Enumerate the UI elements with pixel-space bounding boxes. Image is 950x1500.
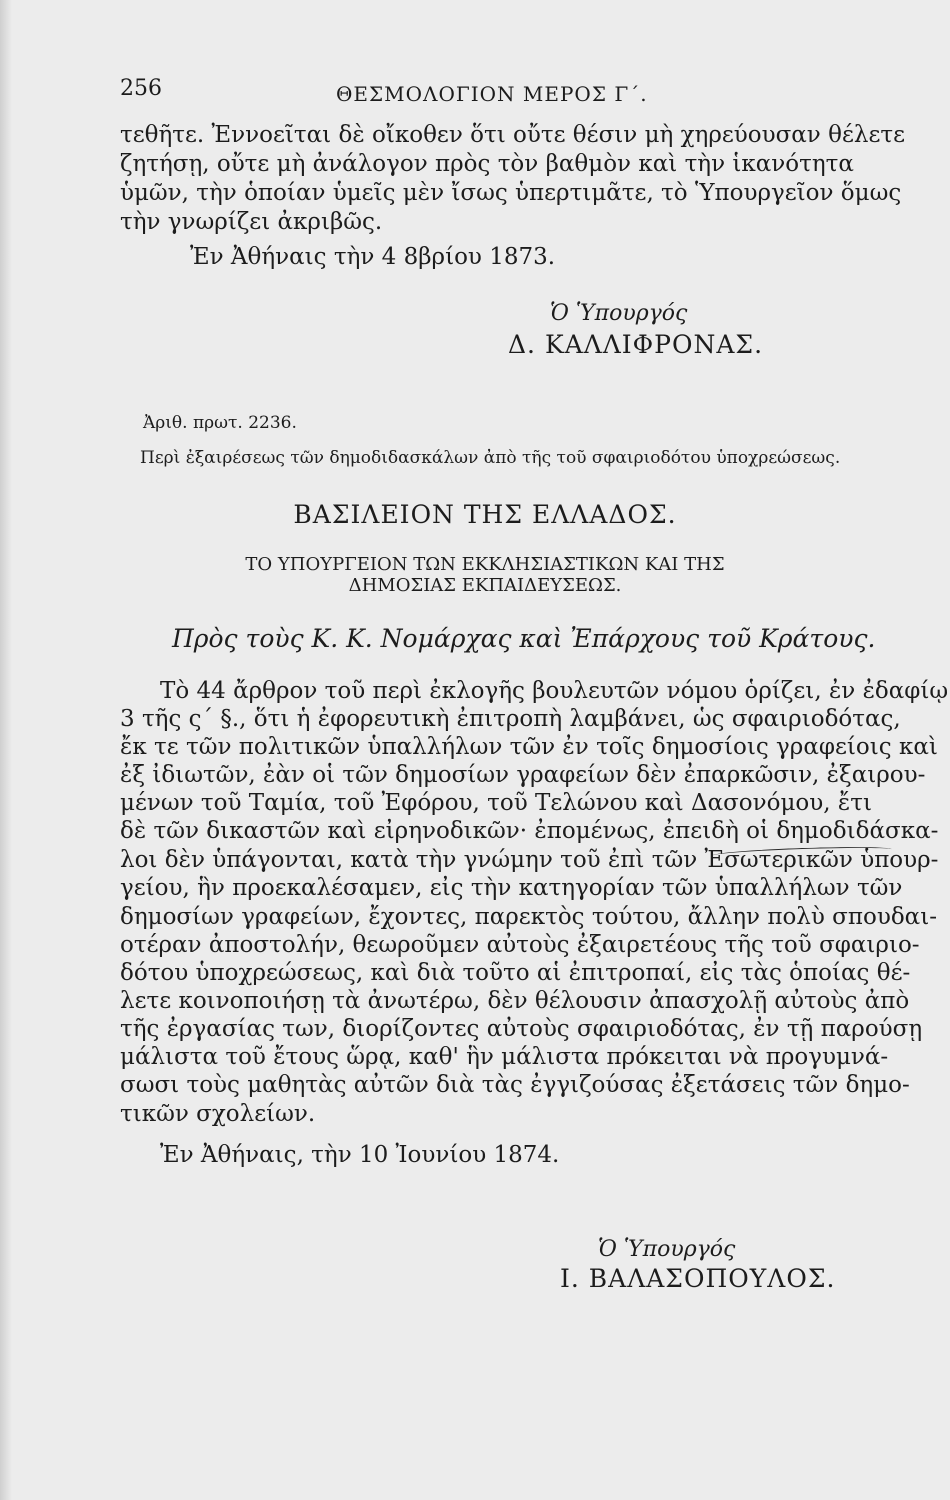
text-line: δὲ τῶν δικαστῶν καὶ εἰρηνοδικῶν· ἐπομένως, ἐπειδὴ οἱ δημοδιδάσκα- (120, 818, 939, 844)
state-heading: ΒΑΣΙΛΕΙΟΝ ΤΗΣ ΕΛΛΑΔΟΣ. (293, 500, 677, 529)
text-line: τικῶν σχολείων. (120, 1101, 316, 1127)
signature-name: Δ. ΚΑΛΛΙΦΡΟΝΑΣ. (508, 330, 764, 359)
text-line: ὑμῶν, τὴν ὁποίαν ὑμεῖς μὲν ἴσως ὑπερτιμᾶτε, τὸ Ὑπουργεῖον ὅμως (120, 180, 902, 206)
signature-name: Ι. ΒΑΛΑΣΟΠΟΥΛΟΣ. (560, 1264, 836, 1293)
text-line: Τὸ 44 ἄρθρον τοῦ περὶ ἐκλογῆς βουλευτῶν νόμου ὁρίζει, ἐν ἐδαφίῳ (160, 678, 949, 704)
page-spine-shadow (0, 0, 12, 1500)
text-line: λετε κοινοποιήσῃ τὰ ἀνωτέρω, δὲν θέλουσιν ἀπασχολῇ αὐτοὺς ἀπὸ (120, 988, 910, 1014)
text-line: τὴν γνωρίζει ἀκριβῶς. (120, 209, 383, 235)
text-line: 3 τῆς ς΄ §., ὅτι ἡ ἐφορευτικὴ ἐπιτροπὴ λαμβάνει, ὡς σφαιριοδότας, (120, 706, 901, 732)
text-line: τῆς ἐργασίας των, διορίζοντες αὐτοὺς σφαιριοδότας, ἐν τῇ παρούσῃ (120, 1016, 923, 1042)
running-title: ΘΕΣΜΟΛΟΓΙΟΝ ΜΕΡΟΣ Γ΄. (336, 82, 648, 106)
page-number: 256 (120, 76, 162, 101)
text-line: δημοσίων γραφείων, ἔχοντες, παρεκτὸς τούτου, ἄλλην πολὺ σπουδαι- (120, 904, 937, 930)
text-line: ἐξ ἰδιωτῶν, ἐὰν οἱ τῶν δημοσίων γραφείων δὲν ἐπαρκῶσιν, ἐξαιρου- (120, 762, 926, 788)
text-line: σωσι τοὺς μαθητὰς αὐτῶν διὰ τὰς ἐγγιζούσας ἐξετάσεις τῶν δημο- (120, 1072, 910, 1098)
date-line: Ἐν Ἀθήναις, τὴν 10 Ἰουνίου 1874. (160, 1142, 560, 1168)
addressee-line: Πρὸς τοὺς Κ. Κ. Νομάρχας καὶ Ἐπάρχους τοῦ Κράτους. (172, 624, 876, 653)
text-line: οτέραν ἀποστολήν, θεωροῦμεν αὐτοὺς ἐξαιρετέους τῆς τοῦ σφαιριο- (120, 932, 920, 958)
text-line: ζητήσῃ, οὔτε μὴ ἀνάλογον πρὸς τὸν βαθμὸν καὶ τὴν ἱκανότητα (120, 151, 854, 177)
text-line: δότου ὑποχρεώσεως, καὶ διὰ τοῦτο αἱ ἐπιτροπαί, εἰς τὰς ὁποίας θέ- (120, 960, 911, 986)
ministry-heading-line: ΔΗΜΟΣΙΑΣ ΕΚΠΑΙΔΕΥΣΕΩΣ. (348, 575, 622, 596)
text-line: γείου, ἣν προεκαλέσαμεν, εἰς τὴν κατηγορίαν τῶν ὑπαλλήλων τῶν (120, 875, 903, 901)
signature-title: Ὁ Ὑπουργός (598, 1237, 736, 1262)
document-subject: Περὶ ἐξαιρέσεως τῶν δημοδιδασκάλων ἀπὸ τῆς τοῦ σφαιριοδότου ὑποχρεώσεως. (140, 448, 841, 468)
ministry-heading-line: ΤΟ ΥΠΟΥΡΓΕΙΟΝ ΤΩΝ ΕΚΚΛΗΣΙΑΣΤΙΚΩΝ ΚΑΙ ΤΗΣ (245, 554, 725, 575)
text-line: μένων τοῦ Ταμία, τοῦ Ἐφόρου, τοῦ Τελώνου καὶ Δασονόμου, ἔτι (120, 790, 872, 816)
text-line: μάλιστα τοῦ ἔτους ὥρᾳ, καθ' ἣν μάλιστα πρόκειται νὰ προγυμνά- (120, 1044, 889, 1070)
date-line: Ἐν Ἀθήναις τὴν 4 8βρίου 1873. (190, 244, 556, 270)
protocol-number: Ἀριθ. πρωτ. 2236. (143, 413, 297, 433)
signature-title: Ὁ Ὑπουργός (550, 301, 688, 326)
text-line: ἔκ τε τῶν πολιτικῶν ὑπαλλήλων τῶν ἐν τοῖς δημοσίοις γραφείοις καὶ (120, 734, 938, 760)
text-line: τεθῆτε. Ἐννοεῖται δὲ οἴκοθεν ὅτι οὔτε θέσιν μὴ χηρεύουσαν θέλετε (120, 122, 905, 148)
text-line: λοι δὲν ὑπάγονται, κατὰ τὴν γνώμην τοῦ ἐπὶ τῶν Ἐσωτερικῶν ὑπουρ- (120, 847, 939, 873)
